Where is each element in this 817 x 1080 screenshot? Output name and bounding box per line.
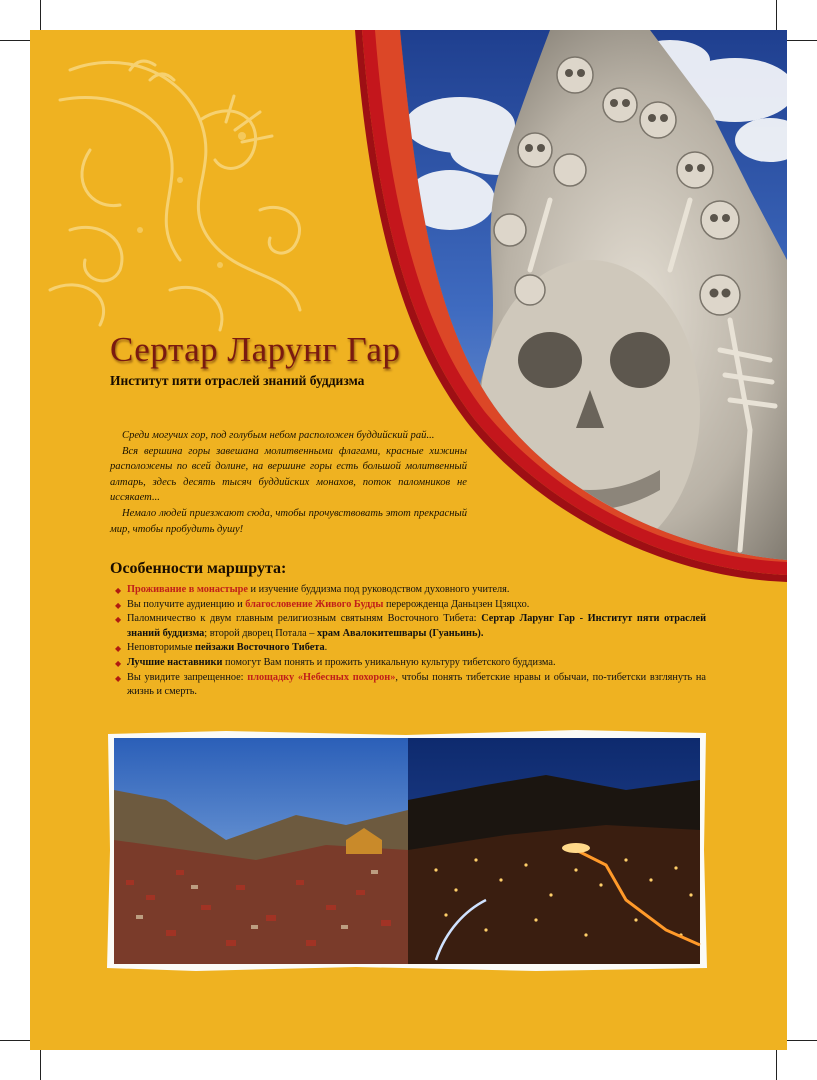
- crop-mark: [787, 1040, 817, 1041]
- photo-strip: [106, 730, 708, 972]
- feature-item: [114, 598, 706, 613]
- feature-text: помогут Вам понять и прожить уникальную культуру тибетского буддизма.: [222, 656, 556, 668]
- feature-text: площадку «Небесных похорон»: [247, 671, 396, 683]
- crop-mark: [40, 0, 41, 30]
- larung-gar-day-photo: [114, 738, 408, 964]
- crop-mark: [40, 1050, 41, 1080]
- features-list: [114, 583, 706, 700]
- feature-text: храм Авалокитешвары (Гуаньинь).: [316, 627, 484, 639]
- crop-mark: [787, 40, 817, 41]
- brochure-page: [30, 30, 787, 1050]
- intro-paragraph: Среди могучих гор, под голубым небом расположен буддийский рай...: [122, 430, 435, 441]
- intro-paragraph: Немало людей приезжают сюда, чтобы прочувствовать этот прекрасный мир, чтобы пробудить душу!: [110, 507, 467, 535]
- page-title: Сертар Ларунг Гар: [110, 330, 401, 369]
- intro-paragraph: Вся вершина горы завешана молитвенными флагами, красные хижины расположены по всей долине, на вершине горы есть большой молитвенный алтарь, здесь десять тысяч буддийских монахов, поток паломников не иссякает...: [110, 445, 467, 504]
- feature-text: Вы получите аудиенцию и: [127, 598, 246, 610]
- diamond-bullet-icon: ◆: [115, 644, 122, 654]
- feature-text: благословение Живого Будды: [245, 598, 384, 610]
- feature-item: [114, 612, 706, 641]
- intro-text: [110, 428, 467, 537]
- feature-text: и изучение буддизма под руководством духовного учителя.: [247, 584, 510, 595]
- feature-text: перерожденца Даньцзен Цзяцхо.: [383, 598, 530, 610]
- crop-mark: [0, 1040, 30, 1041]
- larung-gar-night-photo: [408, 738, 700, 964]
- feature-item: [114, 656, 706, 671]
- feature-text: Неповторимые: [127, 642, 196, 654]
- diamond-bullet-icon: ◆: [115, 615, 122, 625]
- diamond-bullet-icon: ◆: [115, 586, 122, 595]
- feature-item: [114, 641, 706, 656]
- page-subtitle: Институт пяти отраслей знаний буддизма: [110, 373, 365, 388]
- feature-text: .: [324, 642, 328, 654]
- feature-text: Проживание в монастыре: [127, 584, 248, 595]
- feature-item: [114, 671, 706, 700]
- feature-text: Вы увидите запрещенное:: [127, 671, 248, 683]
- feature-text: , чтобы понять тибетские нравы и обычаи, по-тибетски взглянуть на жизнь и смерть.: [127, 671, 707, 698]
- feature-item: [114, 583, 706, 598]
- diamond-bullet-icon: ◆: [115, 658, 122, 668]
- crop-mark: [776, 0, 777, 30]
- feature-text: Лучшие наставники: [127, 656, 223, 668]
- feature-text: Паломничество к двум главным религиозным святыням Восточного Тибета:: [127, 613, 482, 625]
- diamond-bullet-icon: ◆: [115, 673, 122, 683]
- crop-mark: [776, 1050, 777, 1080]
- features-heading: Особенности маршрута:: [110, 560, 287, 577]
- feature-text: ; второй дворец Потала –: [204, 627, 317, 639]
- feature-text: Сертар Ларунг Гар - Институт пяти отраслей знаний буддизма: [127, 613, 706, 639]
- crop-mark: [0, 40, 30, 41]
- feature-text: пейзажи Восточного Тибета: [195, 642, 325, 654]
- diamond-bullet-icon: ◆: [115, 600, 122, 610]
